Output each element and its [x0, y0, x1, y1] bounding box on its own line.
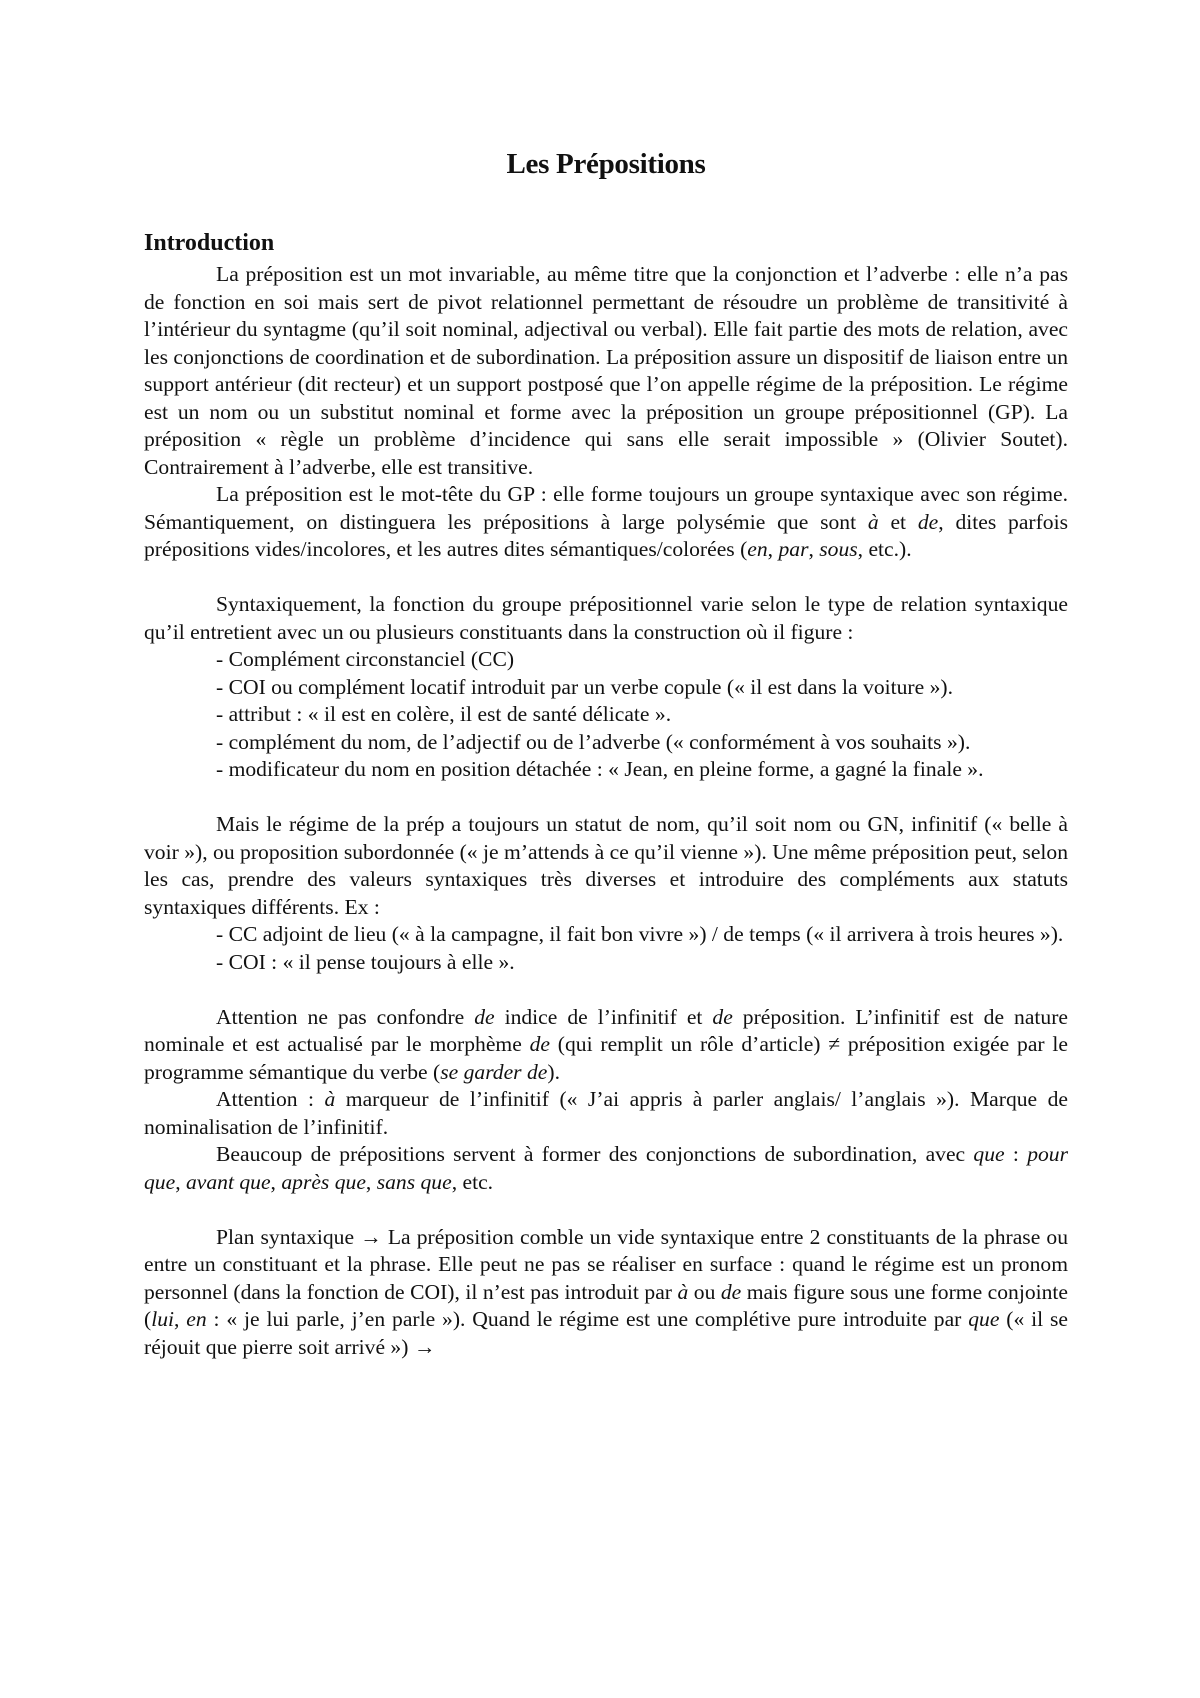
paragraph-plan-syntaxique: Plan syntaxique → La préposition comble un vide syntaxique entre 2 constituants de la phrase ou entre un constituant et la phrase. Elle peut ne pas se réaliser en surface : quand le régime est un pronom personnel (dans la fonction de COI), il n’est pas introduit par à ou de mais figure sous une forme conjointe (lui, en : « je lui parle, j’en parle »). Quand le régime est une complétive pure introduite par que (« il se réjouit que pierre soit arrivé ») →: [144, 1224, 1068, 1359]
paragraph-spacer: [144, 564, 1068, 592]
paragraph-spacer: [144, 784, 1068, 812]
list-item: - modificateur du nom en position détachée : « Jean, en pleine forme, a gagné la finale ».: [216, 757, 984, 781]
paragraph-semantics: La préposition est le mot-tête du GP : elle forme toujours un groupe syntaxique avec son régime. Sémantiquement, on distinguera les prépositions à large polysémie que sont à et de, dites parfois prépositions vides/incolores, et les autres dites sémantiques/colorées (en, par, sous, etc.).: [144, 482, 1068, 561]
list-item: - COI ou complément locatif introduit par un verbe copule (« il est dans la voiture »).: [216, 674, 953, 699]
paragraph-attention-a: Attention : à marqueur de l’infinitif (« J’ai appris à parler anglais/ l’anglais »). Marque de nominalisation de l’infinitif.: [144, 1087, 1068, 1139]
list-item: - Complément circonstanciel (CC): [216, 647, 515, 671]
paragraph-attention-de: Attention ne pas confondre de indice de l’infinitif et de préposition. L’infinitif est de nature nominale et est actualisé par le morphème de (qui remplit un rôle d’article) ≠ préposition exigée par le programme sémantique du verbe (se garder de).: [144, 1004, 1069, 1084]
paragraph-conjonctions: Beaucoup de prépositions servent à former des conjonctions de subordination, avec que : pour que, avant que, après que, sans que, etc.: [144, 1142, 1068, 1194]
list-item: - COI : « il pense toujours à elle ».: [216, 949, 515, 974]
list-item: - attribut : « il est en colère, il est de santé délicate ».: [216, 702, 672, 726]
list-item: - complément du nom, de l’adjectif ou de l’adverbe (« conformément à vos souhaits »).: [216, 729, 971, 754]
list-item: - CC adjoint de lieu (« à la campagne, il fait bon vivre ») / de temps (« il arrivera à trois heures »).: [216, 922, 1064, 946]
paragraph-syntax: Syntaxiquement, la fonction du groupe prépositionnel varie selon le type de relation syntaxique qu’il entretient avec un ou plusieurs constituants dans la construction où il figure :: [144, 592, 1068, 644]
paragraph-regime: Mais le régime de la prép a toujours un statut de nom, qu’il soit nom ou GN, infinitif (« belle à voir »), ou proposition subordonnée (« je m’attends à ce qu’il vienne »). Une même préposition peut, selon les cas, prendre des valeurs syntaxiques très diverses et introduire des compléments aux statuts syntaxiques différents. Ex :: [144, 812, 1068, 919]
paragraph-spacer: [144, 1196, 1068, 1224]
paragraph-definition: La préposition est un mot invariable, au même titre que la conjonction et l’adverbe : elle n’a pas de fonction en soi mais sert de pivot relationnel permettant de résoudre un problème de transitivité à l’intérieur du syntagme (qu’il soit nominal, adjectival ou verbal). Elle fait partie des mots de relation, avec les conjonctions de coordination et de subordination. La préposition assure un dispositif de liaison entre un support antérieur (dit recteur) et un support postposé que l’on appelle régime de la préposition. Le régime est un nom ou un substitut nominal et forme avec la préposition un groupe prépositionnel (GP). La préposition « règle un problème d’incidence qui sans elle serait impossible » (Olivier Soutet). Contrairement à l’adverbe, elle est transitive.: [144, 262, 1068, 479]
paragraph-spacer: [144, 976, 1068, 1004]
section-heading-introduction: Introduction: [144, 230, 275, 256]
page-title: Les Prépositions: [506, 148, 706, 180]
